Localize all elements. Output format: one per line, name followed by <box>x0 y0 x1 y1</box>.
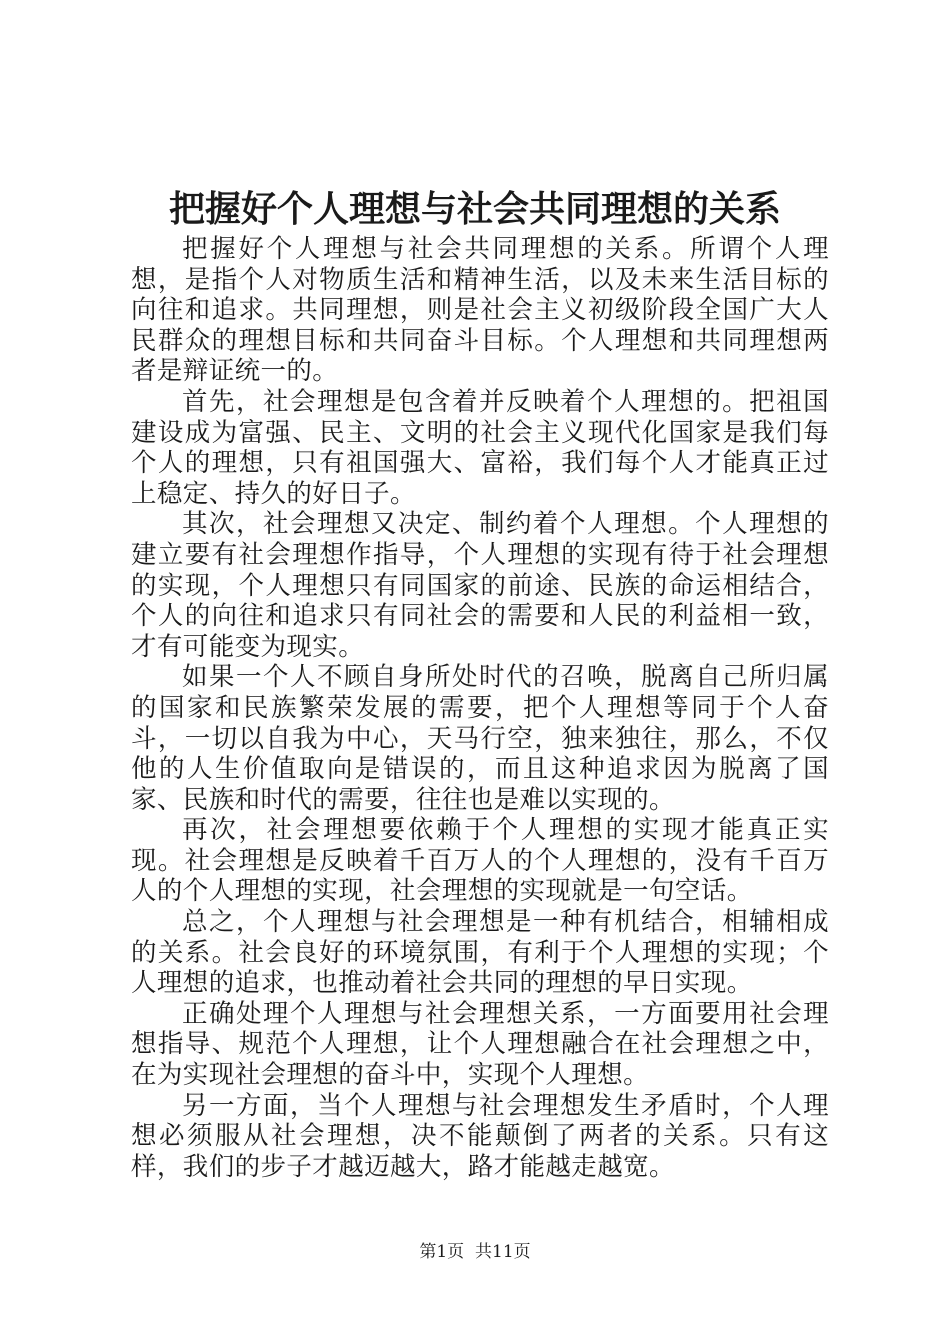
paragraph-1: 把握好个人理想与社会共同理想的关系。所谓个人理想，是指个人对物质生活和精神生活，以及未来生活目标的向往和追求。共同理想，则是社会主义初级阶段全国广大人民群众的理想目标和共同奋斗目标。个人理想和共同理想两者是辩证统一的。 <box>131 234 829 387</box>
paragraph-6: 总之，个人理想与社会理想是一种有机结合，相辅相成的关系。社会良好的环境氛围，有利于个人理想的实现；个人理想的追求，也推动着社会共同的理想的早日实现。 <box>131 907 829 999</box>
paragraph-5: 再次，社会理想要依赖于个人理想的实现才能真正实现。社会理想是反映着千百万人的个人理想的，没有千百万人的个人理想的实现，社会理想的实现就是一句空话。 <box>131 815 829 907</box>
page-footer <box>0 1241 950 1263</box>
paragraph-3: 其次，社会理想又决定、制约着个人理想。个人理想的建立要有社会理想作指导，个人理想的实现有待于社会理想的实现，个人理想只有同国家的前途、民族的命运相结合，个人的向往和追求只有同社会的需要和人民的利益相一致，才有可能变为现实。 <box>131 509 829 662</box>
paragraph-2: 首先，社会理想是包含着并反映着个人理想的。把祖国建设成为富强、民主、文明的社会主义现代化国家是我们每个人的理想，只有祖国强大、富裕，我们每个人才能真正过上稳定、持久的好日子。 <box>131 386 829 509</box>
paragraph-8: 另一方面，当个人理想与社会理想发生矛盾时，个人理想必须服从社会理想，决不能颠倒了两者的关系。只有这样，我们的步子才越迈越大，路才能越走越宽。 <box>131 1090 829 1182</box>
page-total: 共11页 <box>475 1242 531 1262</box>
document-body <box>131 234 829 1182</box>
paragraph-4: 如果一个人不顾自身所处时代的召唤，脱离自己所归属的国家和民族繁荣发展的需要，把个人理想等同于个人奋斗，一切以自我为中心，天马行空，独来独往，那么，不仅他的人生价值取向是错误的，而且这种追求因为脱离了国家、民族和时代的需要，往往也是难以实现的。 <box>131 662 829 815</box>
page-number: 第1页 <box>419 1242 465 1262</box>
paragraph-7: 正确处理个人理想与社会理想关系，一方面要用社会理想指导、规范个人理想，让个人理想融合在社会理想之中，在为实现社会理想的奋斗中，实现个人理想。 <box>131 998 829 1091</box>
document-title: 把握好个人理想与社会共同理想的关系 <box>168 188 781 230</box>
